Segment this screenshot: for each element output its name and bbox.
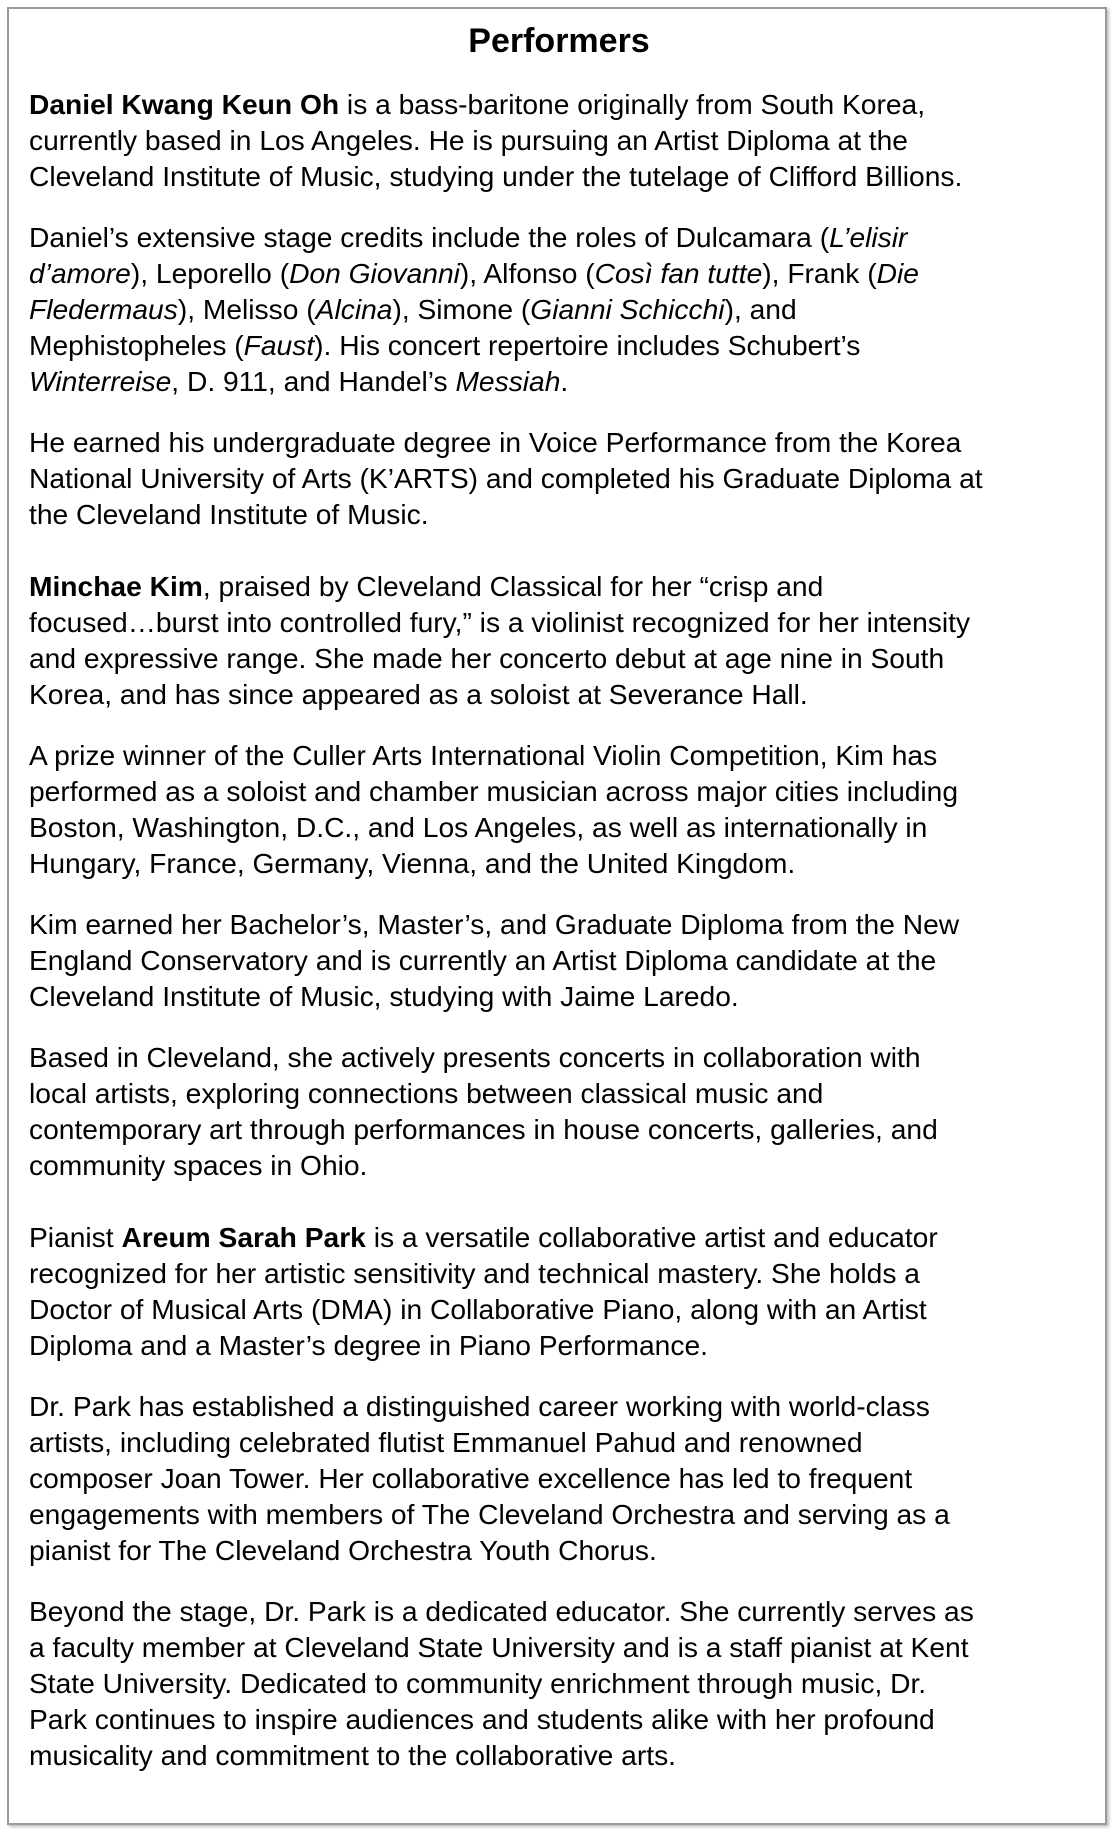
work-title: d’amore <box>29 257 131 289</box>
text-line: contemporary art through performances in house concerts, galleries, and <box>29 1113 938 1145</box>
text-line: pianist for The Cleveland Orchestra Youth Chorus. <box>29 1534 657 1566</box>
text-line: Fledermaus), Melisso (Alcina), Simone (Gianni Schicchi), and <box>29 293 797 325</box>
text-line: National University of Arts (K’ARTS) and completed his Graduate Diploma at <box>29 462 983 494</box>
performer-name: Daniel Kwang Keun Oh <box>29 88 340 120</box>
performer-name: Minchae Kim <box>29 570 203 602</box>
text-line: recognized for her artistic sensitivity and technical mastery. She holds a <box>29 1257 920 1289</box>
work-title: Don Giovanni <box>289 257 460 289</box>
text-line: Daniel’s extensive stage credits include the roles of Dulcamara (L’elisir <box>29 221 908 253</box>
text-line: community spaces in Ohio. <box>29 1149 368 1181</box>
kim-bio-paragraph-4 <box>29 1039 1109 1183</box>
work-title: L’elisir <box>829 221 908 253</box>
text-line: England Conservatory and is currently an Artist Diploma candidate at the <box>29 944 937 976</box>
text-line: the Cleveland Institute of Music. <box>29 498 429 530</box>
park-bio-paragraph-1 <box>29 1219 1109 1363</box>
oh-bio-paragraph-3 <box>29 424 1109 532</box>
page-title: Performers <box>468 22 650 60</box>
text-line: Daniel Kwang Keun Oh is a bass-baritone originally from South Korea, <box>29 88 926 120</box>
work-title: Così fan tutte <box>594 257 763 289</box>
text-line: engagements with members of The Cleveland Orchestra and serving as a <box>29 1498 950 1530</box>
text-line: Pianist Areum Sarah Park is a versatile collaborative artist and educator <box>29 1221 938 1253</box>
kim-bio-paragraph-3 <box>29 906 1109 1014</box>
text-line: Diploma and a Master’s degree in Piano Performance. <box>29 1329 708 1361</box>
text-line: a faculty member at Cleveland State University and is a staff pianist at Kent <box>29 1631 969 1663</box>
work-title: Winterreise <box>29 365 172 397</box>
text-line: Kim earned her Bachelor’s, Master’s, and Graduate Diploma from the New <box>29 908 960 940</box>
work-title: Die <box>876 257 919 289</box>
park-bio-paragraph-2 <box>29 1388 1109 1568</box>
text-line: Hungary, France, Germany, Vienna, and the United Kingdom. <box>29 847 796 879</box>
text-line: Cleveland Institute of Music, studying under the tutelage of Clifford Billions. <box>29 160 963 192</box>
text-line: Doctor of Musical Arts (DMA) in Collaborative Piano, along with an Artist <box>29 1293 927 1325</box>
text-line: performed as a soloist and chamber musician across major cities including <box>29 775 959 807</box>
text-line: Dr. Park has established a distinguished career working with world-class <box>29 1390 930 1422</box>
text-line: A prize winner of the Culler Arts International Violin Competition, Kim has <box>29 739 938 771</box>
text-line: d’amore), Leporello (Don Giovanni), Alfonso (Così fan tutte), Frank (Die <box>29 257 919 289</box>
text-line: Cleveland Institute of Music, studying with Jaime Laredo. <box>29 980 739 1012</box>
oh-bio-paragraph-2 <box>29 219 1109 399</box>
text-line: He earned his undergraduate degree in Voice Performance from the Korea <box>29 426 962 458</box>
text-line: composer Joan Tower. Her collaborative excellence has led to frequent <box>29 1462 913 1494</box>
work-title: Gianni Schicchi <box>530 293 725 325</box>
park-bio-paragraph-3 <box>29 1593 1109 1773</box>
text-line: Minchae Kim, praised by Cleveland Classical for her “crisp and <box>29 570 824 602</box>
text-line: focused…burst into controlled fury,” is a violinist recognized for her intensity <box>29 606 971 638</box>
text-line: local artists, exploring connections between classical music and <box>29 1077 824 1109</box>
oh-bio-paragraph-1 <box>29 86 1109 194</box>
text-line: artists, including celebrated flutist Emmanuel Pahud and renowned <box>29 1426 863 1458</box>
performers-content <box>29 86 1109 1798</box>
text-line: Mephistopheles (Faust). His concert repertoire includes Schubert’s <box>29 329 861 361</box>
text-line: currently based in Los Angeles. He is pursuing an Artist Diploma at the <box>29 124 908 156</box>
work-title: Fledermaus <box>29 293 178 325</box>
work-title: Messiah <box>455 365 561 397</box>
text-line: musicality and commitment to the collaborative arts. <box>29 1739 677 1771</box>
text-line: Beyond the stage, Dr. Park is a dedicated educator. She currently serves as <box>29 1595 974 1627</box>
work-title: Alcina <box>315 293 393 325</box>
text-line: Park continues to inspire audiences and students alike with her profound <box>29 1703 935 1735</box>
text-line: Korea, and has since appeared as a soloist at Severance Hall. <box>29 678 808 710</box>
text-line: Based in Cleveland, she actively presents concerts in collaboration with <box>29 1041 921 1073</box>
work-title: Faust <box>243 329 315 361</box>
kim-bio-paragraph-2 <box>29 737 1109 881</box>
kim-bio-paragraph-1 <box>29 568 1109 712</box>
performer-name: Areum Sarah Park <box>121 1221 366 1253</box>
text-line: Winterreise, D. 911, and Handel’s Messiah. <box>29 365 569 397</box>
text-line: State University. Dedicated to community enrichment through music, Dr. <box>29 1667 927 1699</box>
text-line: Boston, Washington, D.C., and Los Angeles, as well as internationally in <box>29 811 928 843</box>
text-line: and expressive range. She made her concerto debut at age nine in South <box>29 642 945 674</box>
